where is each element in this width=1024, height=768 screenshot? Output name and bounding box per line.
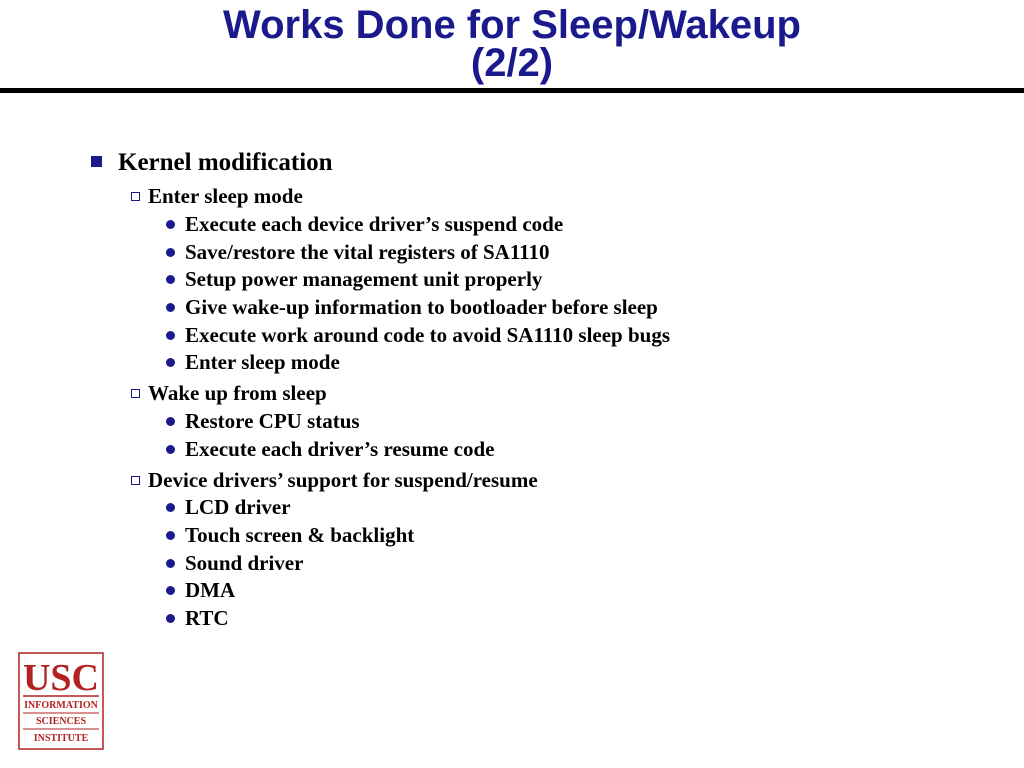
list-item-text: Sound driver [185,551,304,575]
section-device-drivers [131,467,538,493]
slide-title-line-2: (2/2) [470,41,554,85]
logo-line-3: INSTITUTE [33,733,89,744]
list-item-text: Save/restore the vital registers of SA1110 [185,240,550,264]
list-item [166,349,340,375]
dot-bullet-icon [166,503,175,512]
list-item-text: Execute each driver’s resume code [185,437,495,461]
dot-bullet-icon [166,220,175,229]
outline-heading [91,148,333,178]
logo-line-1: INFORMATION [24,700,98,711]
outline-heading-text: Kernel modification [118,149,333,176]
list-item [166,605,229,631]
dot-bullet-icon [166,417,175,426]
square-bullet-icon [91,156,102,167]
list-item-text: Touch screen & backlight [185,523,415,547]
list-item [166,239,550,265]
list-item [166,211,563,237]
section-label: Wake up from sleep [148,381,327,405]
list-item-text: LCD driver [185,495,291,519]
section-enter-sleep [131,183,303,209]
list-item-text: Enter sleep mode [185,350,340,374]
slide-title-line-1: Works Done for Sleep/Wakeup [223,3,801,47]
list-item-text: Give wake-up information to bootloader before sleep [185,295,658,319]
list-item-text: RTC [185,606,229,630]
dot-bullet-icon [166,303,175,312]
list-item [166,550,303,576]
list-item-text: DMA [185,578,236,602]
logo-acronym: USC [23,657,99,699]
section-wake-up [131,380,327,406]
hollow-square-bullet-icon [131,389,140,398]
hollow-square-bullet-icon [131,192,140,201]
logo-line-2: SCIENCES [35,716,87,727]
dot-bullet-icon [166,531,175,540]
dot-bullet-icon [166,445,175,454]
list-item [166,436,494,462]
dot-bullet-icon [166,586,175,595]
list-item-text: Execute work around code to avoid SA1110 sleep bugs [185,323,670,347]
dot-bullet-icon [166,358,175,367]
list-item [166,522,414,548]
dot-bullet-icon [166,559,175,568]
list-item [166,266,542,292]
list-item-text: Setup power management unit properly [185,267,543,291]
list-item [166,577,235,603]
section-label: Enter sleep mode [148,184,303,208]
list-item-text: Restore CPU status [185,409,360,433]
dot-bullet-icon [166,248,175,257]
dot-bullet-icon [166,275,175,284]
section-label: Device drivers’ support for suspend/resume [148,468,538,492]
list-item [166,294,658,320]
dot-bullet-icon [166,331,175,340]
usc-isi-logo [18,652,104,750]
dot-bullet-icon [166,614,175,623]
list-item [166,494,291,520]
list-item-text: Execute each device driver’s suspend code [185,212,564,236]
hollow-square-bullet-icon [131,476,140,485]
list-item [166,322,670,348]
list-item [166,408,360,434]
